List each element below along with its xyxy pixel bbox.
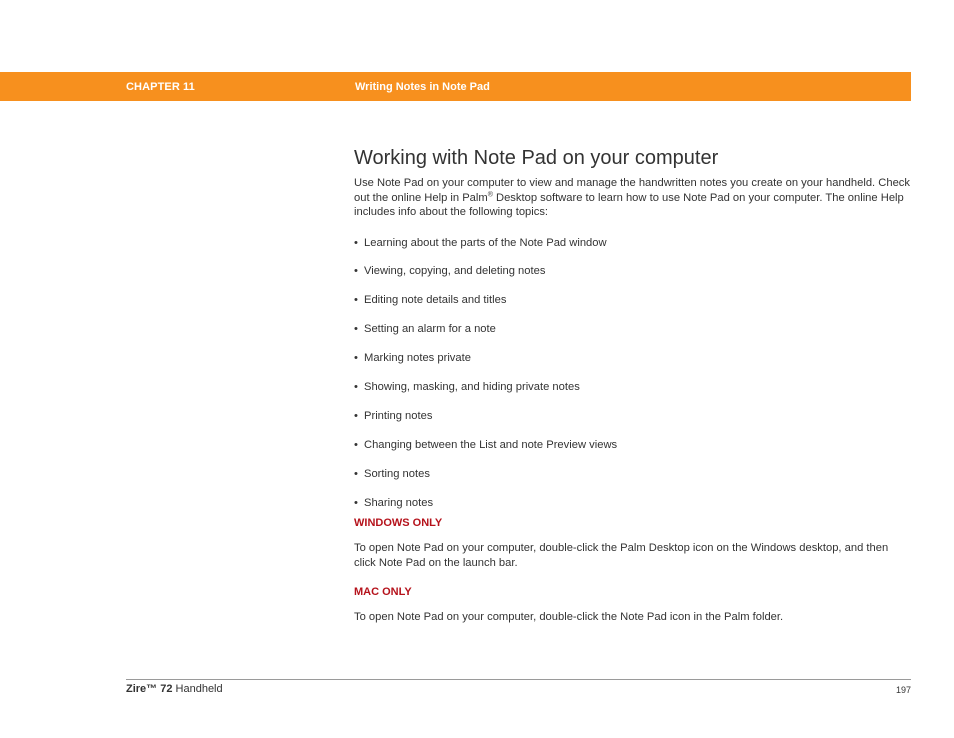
bullet: •	[354, 409, 358, 422]
chapter-label: CHAPTER 11	[126, 81, 195, 93]
list-item-text: Changing between the List and note Preview views	[364, 438, 618, 451]
bullet: •	[354, 467, 358, 480]
main-content	[354, 145, 912, 625]
page-title: Working with Note Pad on your computer	[354, 147, 719, 169]
mac-only-heading: MAC ONLY	[354, 586, 412, 599]
list-item-text: Marking notes private	[364, 352, 471, 365]
bullet: •	[354, 294, 358, 307]
list-item-text: Sorting notes	[364, 467, 430, 480]
list-item-text: Printing notes	[364, 409, 433, 422]
list-item	[354, 351, 912, 365]
bullet: •	[354, 236, 358, 249]
list-item-text: Showing, masking, and hiding private notes	[364, 380, 580, 393]
bullet: •	[354, 380, 358, 393]
list-item	[354, 409, 912, 423]
bullet: •	[354, 265, 358, 278]
list-item	[354, 293, 912, 307]
list-item	[354, 236, 912, 250]
list-item-text: Setting an alarm for a note	[364, 323, 496, 336]
product-model: Zire™ 72	[126, 683, 173, 695]
footer-divider	[126, 679, 911, 680]
list-item-text: Editing note details and titles	[364, 294, 507, 307]
windows-only-heading: WINDOWS ONLY	[354, 517, 443, 530]
list-item	[354, 322, 912, 336]
list-item	[354, 496, 912, 510]
list-item	[354, 438, 912, 452]
list-item-text: Learning about the parts of the Note Pad window	[364, 236, 607, 249]
bullet: •	[354, 438, 358, 451]
intro-text-part2: Desktop software to learn how to use Note Pad on your computer. The online Help includes info about the following topics:	[354, 191, 904, 218]
list-item	[354, 264, 912, 278]
intro-text-part1: Use Note Pad on your computer to view and manage the handwritten notes you create on your handheld. Check out the online Help in Palm	[354, 177, 910, 204]
bullet: •	[354, 496, 358, 509]
list-item	[354, 380, 912, 394]
mac-only-text: To open Note Pad on your computer, double-click the Note Pad icon in the Palm folder.	[354, 611, 784, 624]
page-number: 197	[895, 685, 911, 695]
chapter-title: Writing Notes in Note Pad	[355, 81, 490, 93]
list-item	[354, 467, 912, 481]
intro-paragraph	[354, 176, 912, 220]
registered-mark: ®	[487, 190, 493, 198]
windows-only-text: To open Note Pad on your computer, double-click the Palm Desktop icon on the Windows desktop, and then click Note Pad on the launch bar.	[354, 542, 889, 570]
bullet: •	[354, 352, 358, 365]
bullet: •	[354, 323, 358, 336]
footer-product-name	[126, 683, 223, 695]
list-item-text: Sharing notes	[364, 496, 434, 509]
product-type: Handheld	[172, 683, 223, 695]
topic-list	[354, 236, 912, 510]
list-item-text: Viewing, copying, and deleting notes	[364, 265, 546, 278]
